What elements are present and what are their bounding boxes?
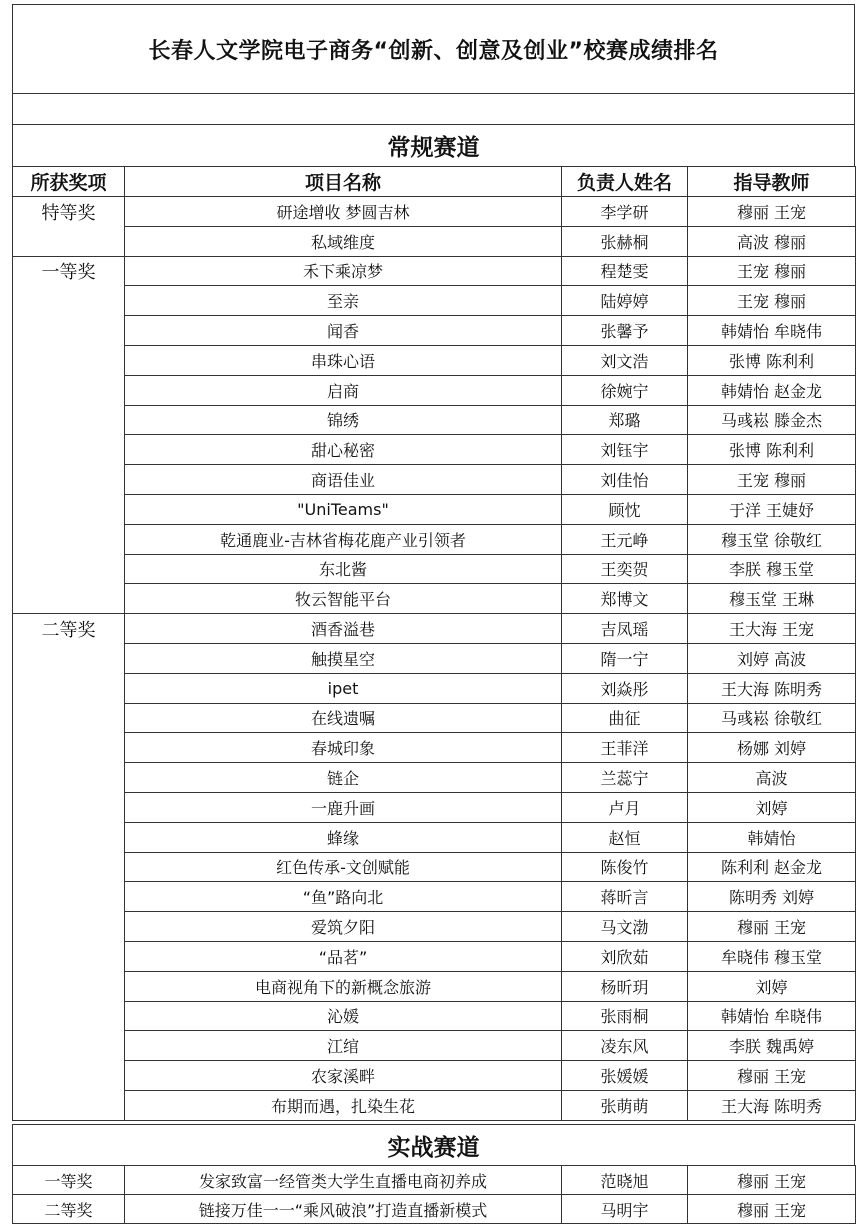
leader-cell: 马明宇 [562,1195,688,1224]
table-row [13,912,856,942]
table-row [13,1001,856,1031]
advisor-cell: 王大海 王宠 [688,614,856,644]
award-cell [13,912,125,942]
leader-cell: 隋一宁 [562,643,688,673]
advisor-cell: 韩婧怡 [688,822,856,852]
table-row [13,822,856,852]
leader-cell: 刘焱彤 [562,673,688,703]
award-cell [13,882,125,912]
advisor-cell: 王大海 陈明秀 [688,673,856,703]
leader-cell: 刘钰宇 [562,435,688,465]
award-cell [13,584,125,614]
project-cell: 启商 [125,375,562,405]
leader-cell: 凌东风 [562,1031,688,1061]
award-cell [13,852,125,882]
advisor-cell: 韩婧怡 牟晓伟 [688,316,856,346]
table-row [13,673,856,703]
advisor-cell: 王宠 穆丽 [688,465,856,495]
leader-cell: 王奕贺 [562,554,688,584]
project-cell: 商语佳业 [125,465,562,495]
leader-cell: 吉凤瑶 [562,614,688,644]
leader-cell: 蒋昕言 [562,882,688,912]
leader-cell: 赵恒 [562,822,688,852]
award-cell [13,286,125,316]
advisor-cell: 穆丽 王宠 [688,1166,856,1195]
table-row [13,703,856,733]
leader-cell: 陆婷婷 [562,286,688,316]
award-cell [13,703,125,733]
project-cell: 一鹿升画 [125,792,562,822]
advisor-cell: 王大海 陈明秀 [688,1090,856,1120]
award-cell [13,941,125,971]
practice-table [12,1165,856,1224]
table-row [13,494,856,524]
project-cell: 链企 [125,763,562,793]
header-leader: 负责人姓名 [562,167,688,197]
table-row [13,286,856,316]
regular-table [12,166,856,1121]
table-row [13,375,856,405]
award-cell [13,465,125,495]
award-cell [13,1090,125,1120]
leader-cell: 徐婉宁 [562,375,688,405]
table-row [13,614,856,644]
award-cell: 特等奖 [13,197,125,227]
title-box [12,4,855,94]
leader-cell: 张媛媛 [562,1061,688,1091]
table-row [13,763,856,793]
project-cell: 禾下乘凉梦 [125,256,562,286]
table-row [13,1061,856,1091]
award-cell [13,554,125,584]
leader-cell: 郑璐 [562,405,688,435]
award-cell [13,345,125,375]
leader-cell: 刘欣茹 [562,941,688,971]
award-cell [13,524,125,554]
table-row [13,792,856,822]
project-cell: 研途增收 梦圆吉林 [125,197,562,227]
practice-body [13,1166,856,1224]
advisor-cell: 李朕 魏禹婷 [688,1031,856,1061]
award-cell [13,1031,125,1061]
leader-cell: 李学研 [562,197,688,227]
advisor-cell: 陈明秀 刘婷 [688,882,856,912]
advisor-cell: 王宠 穆丽 [688,286,856,316]
table-row [13,316,856,346]
award-cell [13,1001,125,1031]
section-practice: 实战赛道 [12,1124,855,1166]
award-cell [13,405,125,435]
advisor-cell: 穆丽 王宠 [688,197,856,227]
award-cell [13,643,125,673]
page-title: 长春人文学院电子商务“创新、创意及创业”校赛成绩排名 [148,38,719,64]
advisor-cell: 穆丽 王宠 [688,912,856,942]
advisor-cell: 韩婧怡 赵金龙 [688,375,856,405]
table-row [13,435,856,465]
advisor-cell: 陈利利 赵金龙 [688,852,856,882]
award-cell [13,316,125,346]
project-cell: 东北酱 [125,554,562,584]
project-cell: 江绾 [125,1031,562,1061]
table-row [13,226,856,256]
table-row [13,405,856,435]
project-cell: 牧云智能平台 [125,584,562,614]
project-cell: ipet [125,673,562,703]
table-row [13,941,856,971]
table-row [13,256,856,286]
award-cell [13,822,125,852]
award-cell: 二等奖 [13,1195,125,1224]
project-cell: 沁媛 [125,1001,562,1031]
leader-cell: 张赫桐 [562,226,688,256]
project-cell: 在线遗嘱 [125,703,562,733]
section-regular: 常规赛道 [12,124,855,167]
leader-cell: 程楚雯 [562,256,688,286]
award-cell [13,226,125,256]
award-cell [13,792,125,822]
project-cell: 发家致富一经管类大学生直播电商初养成 [125,1166,562,1195]
project-cell: 布期而遇，扎染生花 [125,1090,562,1120]
leader-cell: 顾忱 [562,494,688,524]
leader-cell: 王菲洋 [562,733,688,763]
project-cell: 锦绣 [125,405,562,435]
project-cell: “鱼”路向北 [125,882,562,912]
advisor-cell: 李朕 穆玉堂 [688,554,856,584]
advisor-cell: 刘婷 [688,792,856,822]
advisor-cell: 马彧崧 徐敬红 [688,703,856,733]
table-row [13,1090,856,1120]
advisor-cell: 于洋 王婕妤 [688,494,856,524]
table-row [13,1195,856,1224]
project-cell: 农家溪畔 [125,1061,562,1091]
table-row [13,197,856,227]
advisor-cell: 张博 陈利利 [688,345,856,375]
leader-cell: 郑博文 [562,584,688,614]
project-cell: 私域维度 [125,226,562,256]
award-cell: 二等奖 [13,614,125,644]
leader-cell: 曲征 [562,703,688,733]
advisor-cell: 穆丽 王宠 [688,1195,856,1224]
project-cell: 乾通鹿业-吉林省梅花鹿产业引领者 [125,524,562,554]
project-cell: 酒香溢巷 [125,614,562,644]
table-row [13,554,856,584]
table-row [13,882,856,912]
project-cell: 甜心秘密 [125,435,562,465]
award-cell [13,673,125,703]
advisor-cell: 高波 穆丽 [688,226,856,256]
header-advisor: 指导教师 [688,167,856,197]
leader-cell: 张萌萌 [562,1090,688,1120]
leader-cell: 刘文浩 [562,345,688,375]
leader-cell: 杨昕玥 [562,971,688,1001]
advisor-cell: 张博 陈利利 [688,435,856,465]
table-row [13,465,856,495]
leader-cell: 兰蕊宁 [562,763,688,793]
advisor-cell: 王宠 穆丽 [688,256,856,286]
table-row [13,524,856,554]
table-row [13,643,856,673]
award-cell [13,971,125,1001]
header-row [13,167,856,197]
project-cell: 春城印象 [125,733,562,763]
table-row [13,852,856,882]
award-cell [13,375,125,405]
award-cell [13,1061,125,1091]
table-row [13,584,856,614]
award-cell [13,435,125,465]
project-cell: 蜂缘 [125,822,562,852]
award-cell [13,763,125,793]
leader-cell: 卢月 [562,792,688,822]
project-cell: 爱筑夕阳 [125,912,562,942]
project-cell: “品茗” [125,941,562,971]
advisor-cell: 穆玉堂 王琳 [688,584,856,614]
table-row [13,1031,856,1061]
header-award: 所获奖项 [13,167,125,197]
project-cell: 电商视角下的新概念旅游 [125,971,562,1001]
advisor-cell: 杨娜 刘婷 [688,733,856,763]
advisor-cell: 马彧崧 滕金杰 [688,405,856,435]
header-project: 项目名称 [125,167,562,197]
advisor-cell: 刘婷 [688,971,856,1001]
advisor-cell: 刘婷 高波 [688,643,856,673]
leader-cell: 刘佳怡 [562,465,688,495]
advisor-cell: 韩婧怡 牟晓伟 [688,1001,856,1031]
advisor-cell: 高波 [688,763,856,793]
advisor-cell: 穆丽 王宠 [688,1061,856,1091]
leader-cell: 张雨桐 [562,1001,688,1031]
project-cell: 触摸星空 [125,643,562,673]
table-row [13,971,856,1001]
leader-cell: 张馨予 [562,316,688,346]
table-row [13,733,856,763]
table-row [13,345,856,375]
leader-cell: 马文渤 [562,912,688,942]
project-cell: 红色传承-文创赋能 [125,852,562,882]
project-cell: 闻香 [125,316,562,346]
award-cell [13,494,125,524]
award-cell: 一等奖 [13,1166,125,1195]
leader-cell: 陈俊竹 [562,852,688,882]
award-cell [13,733,125,763]
project-cell: 链接万佳一一“乘风破浪”打造直播新模式 [125,1195,562,1224]
project-cell: 串珠心语 [125,345,562,375]
leader-cell: 范晓旭 [562,1166,688,1195]
advisor-cell: 牟晓伟 穆玉堂 [688,941,856,971]
leader-cell: 王元峥 [562,524,688,554]
award-cell: 一等奖 [13,256,125,286]
project-cell: 至亲 [125,286,562,316]
blank-row [12,94,855,125]
table-row [13,1166,856,1195]
regular-body [13,197,856,1121]
project-cell: "UniTeams" [125,494,562,524]
advisor-cell: 穆玉堂 徐敬红 [688,524,856,554]
